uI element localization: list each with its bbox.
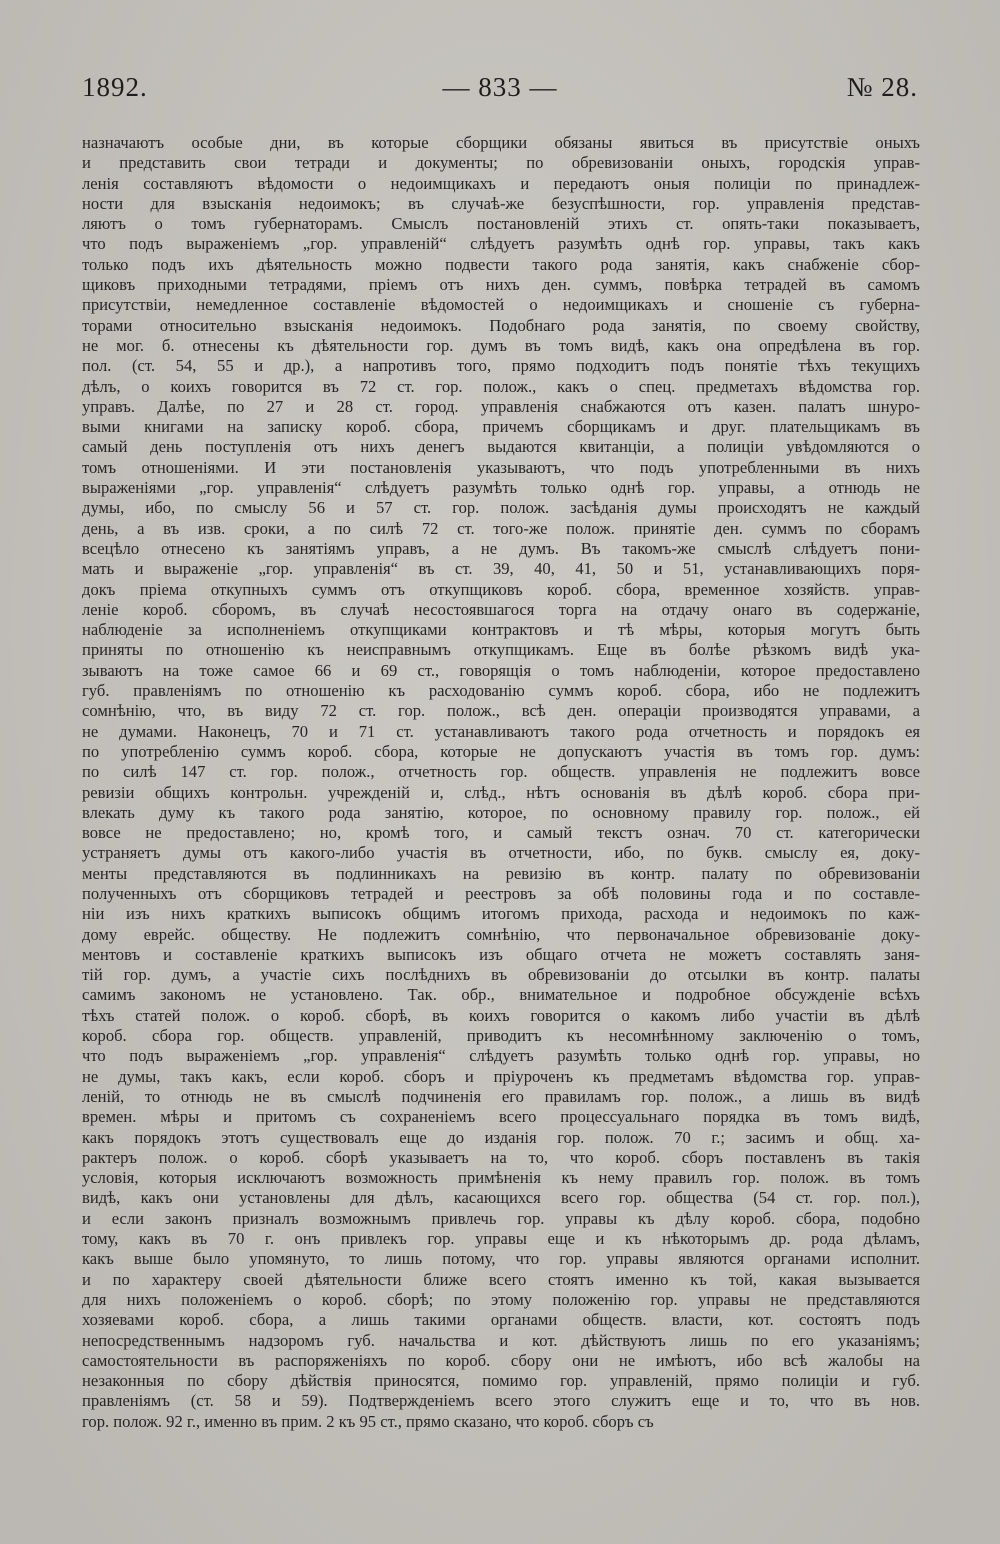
text-line: присутствіи, немедленное составленіе вѣдомостей о недоимщикахъ и сношеніе съ губерна- xyxy=(82,295,920,315)
text-line: менты представляются въ подлинникахъ на ревизію въ контр. палату по обревизованіи xyxy=(82,863,920,883)
text-line: докъ пріема откупныхъ суммъ отъ откупщиковъ короб. сбора, временное хозяйств. управ- xyxy=(82,579,920,599)
text-line: гор. полож. 92 г., именно въ прим. 2 къ 95 ст., прямо сказано, что короб. сборъ съ xyxy=(82,1411,654,1431)
text-line: назначаютъ особые дни, въ которые сборщики обязаны явиться въ присутствіе оныхъ xyxy=(82,133,920,152)
text-line: тій гор. думъ, а участіе сихъ послѣднихъ въ обревизованіи до отсылки въ контр. палаты xyxy=(82,965,920,985)
text-line: выраженіями „гор. управленія“ слѣдуетъ разумѣть только однѣ гор. управы, а отнюдь не xyxy=(82,478,920,498)
text-line: и представить свои тетради и документы; по обревизованіи оныхъ, городскія управ- xyxy=(82,153,920,173)
text-line: приняты по отношенію къ неисправнымъ откупщикамъ. Еще въ болѣе рѣзкомъ видѣ ука- xyxy=(82,640,920,660)
text-line: щиковъ приходными тетрадями, пріемъ отъ нихъ ден. суммъ, повѣрка тетрадей въ самомъ xyxy=(82,275,920,295)
header-page-number: — 833 — xyxy=(442,72,558,102)
text-line: что подъ выраженіемъ „гор. управленій“ слѣдуетъ разумѣть однѣ гор. управы, такъ какъ xyxy=(82,234,920,254)
text-line: ляютъ о томъ губернаторамъ. Смыслъ постановленій этихъ ст. опять-таки показываетъ, xyxy=(82,214,920,234)
text-line: самый день поступленія отъ нихъ денегъ выдаются квитанціи, а полиціи увѣдомляются о xyxy=(82,437,920,457)
text-line: леніе короб. сборомъ, въ случаѣ несостоявшагося торга на отдачу онаго въ содержаніе, xyxy=(82,599,920,619)
text-line: всецѣло отнесено къ занятіямъ управъ, а не думъ. Въ такомъ-же смыслѣ слѣдуетъ пони- xyxy=(82,538,920,558)
text-line: ности для взысканія недоимокъ; въ случаѣ-же безуспѣшности, гор. управленія представ- xyxy=(82,193,920,213)
text-line: томъ отношеніями. И эти постановленія указываютъ, что подъ употребленными въ нихъ xyxy=(82,457,920,477)
text-line: дѣлъ, о коихъ говорится въ 72 ст. гор. полож., какъ о спец. предметахъ вѣдомства гор. xyxy=(82,376,920,396)
text-line: устраняетъ думы отъ какого-либо участія въ отчетности, ибо, по букв. смыслу ея, доку- xyxy=(82,843,920,863)
text-line: самостоятельности въ распоряженіяхъ по короб. сбору они не имѣютъ, ибо всѣ жалобы на xyxy=(82,1350,920,1370)
text-line: и по характеру своей дѣятельности ближе всего стоятъ именно къ той, какая вызывается xyxy=(82,1269,920,1289)
text-line: влекать думу къ такого рода занятію, которое, по основному правилу гор. полож., ей xyxy=(82,802,920,822)
text-line: условія, которыя исключаютъ возможность примѣненія къ нему правилъ гор. полож. въ томъ xyxy=(82,1168,920,1188)
text-line: не думы, такъ какъ, если короб. сборъ и пріуроченъ къ предметамъ вѣдомства гор. управ- xyxy=(82,1066,920,1086)
text-line: мать и выраженіе „гор. управленія“ въ ст. 39, 40, 41, 50 и 51, устанавливающихъ поря- xyxy=(82,559,920,579)
text-line: пол. (ст. 54, 55 и др.), а напротивъ того, прямо подходитъ подъ понятіе тѣхъ текущихъ xyxy=(82,356,920,376)
text-line: думы, ибо, по смыслу 56 и 57 ст. гор. полож. засѣданія думы происходятъ не каждый xyxy=(82,498,920,518)
text-line: тому, какъ въ 70 г. онъ привлекъ гор. управы еще и къ нѣкоторымъ др. рода дѣламъ, xyxy=(82,1229,920,1249)
text-line: правленіямъ (ст. 58 и 59). Подтвержденіемъ всего этого служитъ еще и то, что въ нов. xyxy=(82,1391,920,1411)
text-line: торами относительно взысканія недоимокъ. Подобнаго рода занятія, по своему свойству, xyxy=(82,315,920,335)
text-line: ніи изъ нихъ краткихъ выписокъ общимъ итогомъ прихода, расхода и недоимокъ по каж- xyxy=(82,904,920,924)
text-line: видѣ, какъ они установлены для дѣлъ, касающихся всего гор. общества (54 ст. гор. пол.), xyxy=(82,1188,920,1208)
text-line: ревизіи общихъ контрольн. учрежденій и, слѣд., нѣтъ основанія въ дѣлѣ короб. сбора при- xyxy=(82,782,920,802)
text-line: ленія составляютъ вѣдомости о недоимщикахъ и передаютъ оныя полиціи по принадлеж- xyxy=(82,173,920,193)
text-line: тѣхъ статей полож. о короб. сборѣ, въ коихъ говорится о какомъ либо участіи въ дѣлѣ xyxy=(82,1005,920,1025)
text-line: короб. сбора гор. обществ. управленій, приводитъ къ несомнѣнному заключенію о томъ, xyxy=(82,1026,920,1046)
text-line: только подъ ихъ дѣятельность можно подвести такого рода занятія, какъ снабженіе сбор- xyxy=(82,254,920,274)
text-line: губ. правленіямъ по отношенію къ расходованію суммъ короб. сбора, ибо не подлежитъ xyxy=(82,681,920,701)
text-line: времен. мѣры и притомъ съ сохраненіемъ всего процессуальнаго порядка въ томъ видѣ, xyxy=(82,1107,920,1127)
text-line: день, а въ изв. сроки, а по силѣ 72 ст. того-же полож. принятіе ден. суммъ по сборамъ xyxy=(82,518,920,538)
text-line: по употребленію суммъ короб. сбора, которые не допускаютъ участія въ томъ гор. думъ: xyxy=(82,741,920,761)
text-line: непосредственнымъ надзоромъ губ. начальства и кот. дѣйствуютъ лишь по его указаніямъ; xyxy=(82,1330,920,1350)
text-line: наблюденіе за исполненіемъ откупщиками контрактовъ и тѣ мѣры, которыя могутъ быть xyxy=(82,620,920,640)
text-line: зываютъ на тоже самое 66 и 69 ст., говорящія о томъ наблюденіи, которое предоставлено xyxy=(82,660,920,680)
text-line: что подъ выраженіемъ „гор. управленія“ слѣдуетъ разумѣть только однѣ гор. управы, но xyxy=(82,1046,920,1066)
text-line: ментовъ и составленіе краткихъ выписокъ изъ общаго отчета не можетъ составлять заня- xyxy=(82,944,920,964)
text-line: по силѣ 147 ст. гор. полож., отчетность гор. обществ. управленія не подлежитъ вовсе xyxy=(82,762,920,782)
text-line: самимъ закономъ не установлено. Так. обр., внимательное и подробное обсужденіе всѣхъ xyxy=(82,985,920,1005)
text-line: полученныхъ отъ сборщиковъ тетрадей и реестровъ за обѣ половины года и по составле- xyxy=(82,883,920,903)
header-issue-number: № 28. xyxy=(846,72,918,102)
text-line: какъ порядокъ этотъ существовалъ еще до изданія гор. полож. 70 г.; засимъ и общ. ха- xyxy=(82,1127,920,1147)
text-line: какъ выше было упомянуто, то лишь потому, что гор. управы являются органами исполнит. xyxy=(82,1249,920,1269)
text-line: хозяевами короб. сбора, а лишь такими органами обществ. власти, кот. состоятъ подъ xyxy=(82,1310,920,1330)
text-line: для нихъ положеніемъ о короб. сборѣ; по этому положенію гор. управы не представляются xyxy=(82,1289,920,1309)
text-line: сомнѣнію, что, въ виду 72 ст. гор. полож., всѣ ден. операціи производятся управами, а xyxy=(82,701,920,721)
text-line: вовсе не предоставлено; но, кромѣ того, и самый текстъ означ. 70 ст. категорически xyxy=(82,823,920,843)
article-body xyxy=(82,133,920,1432)
page-header xyxy=(82,72,918,112)
text-line: выми книгами на записку короб. сбора, причемъ сборщикамъ и друг. плательщикамъ въ xyxy=(82,417,920,437)
text-line: дому еврейс. обществу. Не подлежитъ сомнѣнію, что первоначальное обревизованіе доку- xyxy=(82,924,920,944)
header-year: 1892. xyxy=(82,72,148,102)
text-line: управъ. Далѣе, по 27 и 28 ст. город. управленія снабжаются отъ казен. палатъ шнуро- xyxy=(82,396,920,416)
text-line: не мог. б. отнесены къ дѣятельности гор. думъ въ томъ видѣ, какъ она опредѣлена въ гор. xyxy=(82,335,920,355)
text-line: леній, то отнюдь не въ смыслѣ подчиненія его правиламъ гор. полож., а лишь въ видѣ xyxy=(82,1086,920,1106)
text-line: рактеръ полож. о короб. сборѣ указываетъ на то, что короб. сборъ поставленъ въ такія xyxy=(82,1147,920,1167)
text-line: незаконныя по сбору дѣйствія приносятся, помимо гор. управленій, прямо полиціи и губ. xyxy=(82,1371,920,1391)
text-line: не думами. Наконецъ, 70 и 71 ст. устанавливаютъ такого рода отчетность и порядокъ ея xyxy=(82,721,920,741)
text-line: и если законъ призналъ возможнымъ привлечь гор. управы къ дѣлу короб. сбора, подобно xyxy=(82,1208,920,1228)
